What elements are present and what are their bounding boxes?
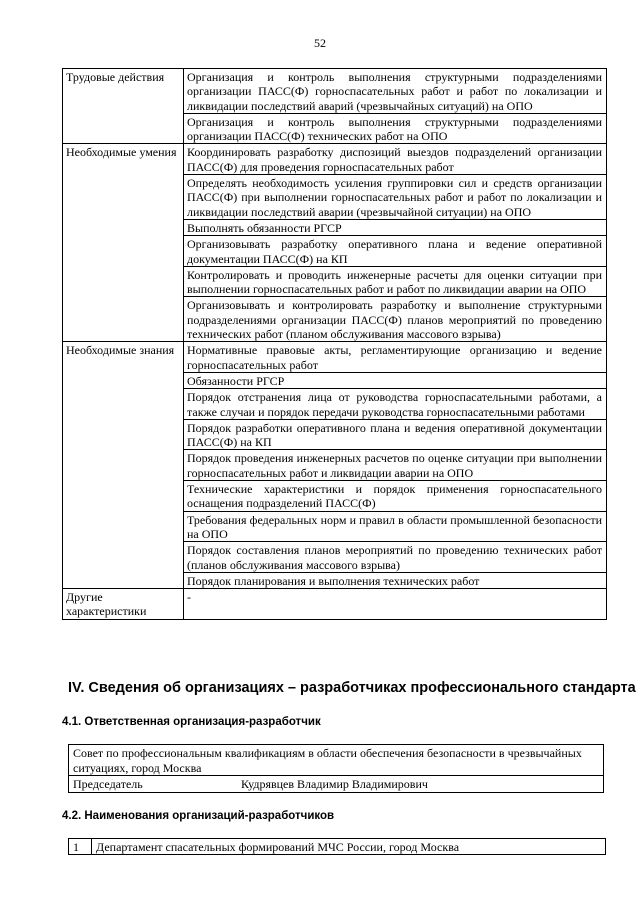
row-item: Контролировать и проводить инженерные расчеты для оценки ситуации при выполнении горноспасательных работ и работ по ликвидации аварии на ОПО (184, 266, 607, 297)
row-item: Организовывать и контролировать разработку и выполнение структурными подразделениями организации ПАСС(Ф) планов мероприятий по проведению технических работ (планом обслуживания массового взрыва) (184, 297, 607, 342)
row-item: Координировать разработку диспозиций выездов подразделений организации ПАСС(Ф) для проведения горноспасательных работ (184, 144, 607, 175)
row-item: Организовывать разработку оперативного плана и ведение оперативной документации ПАСС(Ф) на КП (184, 236, 607, 267)
representative-role: Председатель (73, 777, 143, 791)
developer-number: 1 (69, 839, 92, 855)
subsection-title-responsible: 4.1. Ответственная организация-разработчик (62, 716, 321, 728)
labor-functions-table (62, 68, 607, 620)
row-item: Порядок составления планов мероприятий по проведению технических работ (планов обслуживания массового взрыва) (184, 542, 607, 573)
row-item: Порядок проведения инженерных расчетов по оценке ситуации при выполнении горноспасательных работ и ликвидации аварии на ОПО (184, 450, 607, 481)
row-label: Необходимые умения (63, 144, 184, 342)
table-row (63, 589, 607, 620)
row-item: - (184, 589, 607, 620)
organization-row (69, 745, 604, 776)
row-item: Порядок отстранения лица от руководства горноспасательными работами, а также случаи и порядок передачи руководства горноспасательными работами (184, 389, 607, 420)
subsection-title-developers: 4.2. Наименования организаций-разработчиков (62, 810, 335, 822)
row-item: Нормативные правовые акты, регламентирующие организацию и ведение горноспасательных работ (184, 342, 607, 373)
row-item: Порядок планирования и выполнения технических работ (184, 572, 607, 588)
row-item: Выполнять обязанности РГСР (184, 219, 607, 235)
organization-name: Совет по профессиональным квалификациям в области обеспечения безопасности в чрезвычайных ситуациях, город Москва (69, 745, 604, 776)
row-label: Другие характеристики (63, 589, 184, 620)
representative-name: Кудрявцев Владимир Владимирович (241, 777, 428, 791)
row-item: Обязанности РГСР (184, 372, 607, 388)
table-row (63, 342, 607, 373)
developer-row (69, 839, 606, 855)
section-title: IV. Сведения об организациях – разработчиках профессионального стандарта (68, 680, 636, 696)
table-row (63, 69, 607, 114)
developer-organizations-table (68, 838, 606, 855)
page-number: 52 (314, 36, 326, 50)
row-item: Порядок разработки оперативного плана и ведения оперативной документации ПАСС(Ф) на КП (184, 419, 607, 450)
row-item: Определять необходимость усиления группировки сил и средств организации ПАСС(Ф) при выполнении горноспасательных работ и работ по локализации и ликвидации последствий аварии (чрезвычайной ситуации) на ОПО (184, 175, 607, 220)
table-row (63, 144, 607, 175)
row-item: Требования федеральных норм и правил в области промышленной безопасности на ОПО (184, 511, 607, 542)
responsible-organization-table (68, 744, 604, 793)
row-item: Технические характеристики и порядок применения горноспасательного оснащения подразделений ПАСС(Ф) (184, 481, 607, 512)
row-item: Организация и контроль выполнения структурными подразделениями организации ПАСС(Ф) технических работ на ОПО (184, 113, 607, 144)
row-label: Трудовые действия (63, 69, 184, 144)
row-label: Необходимые знания (63, 342, 184, 589)
representative-row (69, 776, 604, 793)
developer-name: Департамент спасательных формирований МЧС России, город Москва (92, 839, 606, 855)
row-item: Организация и контроль выполнения структурными подразделениями организации ПАСС(Ф) горноспасательных работ и работ по локализации и ликвидации последствий аварий (чрезвычайных ситуаций) на ОПО (184, 69, 607, 114)
